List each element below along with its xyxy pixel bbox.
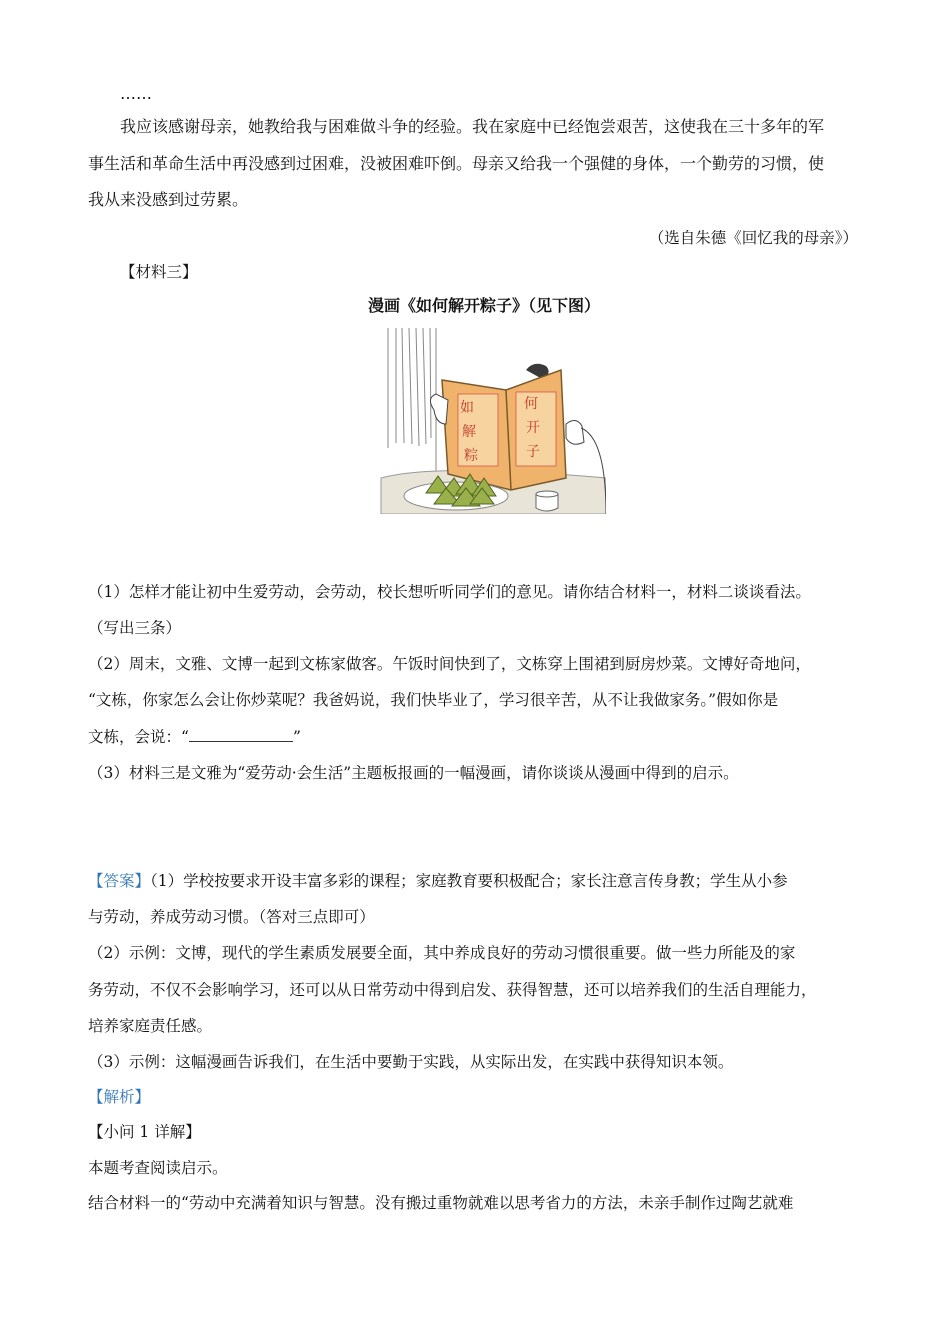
comic-book-char: 解 bbox=[462, 424, 476, 440]
passage-line: 我应该感谢母亲，她教给我与困难做斗争的经验。我在家庭中已经饱尝艰苦，这使我在三十多年的军 bbox=[120, 117, 825, 136]
comic-book-char: 如 bbox=[460, 400, 474, 416]
comic-book-char: 粽 bbox=[464, 448, 478, 464]
comic-illustration bbox=[376, 328, 606, 514]
comic-book-char: 子 bbox=[526, 444, 540, 460]
answer-line: 务劳动，不仅不会影响学习，还可以从日常劳动中得到启发、获得智慧，还可以培养我们的生活自理能力， bbox=[88, 981, 817, 999]
material3-heading: 【材料三】 bbox=[120, 263, 198, 281]
comic-title: 漫画《如何解开粽子》（见下图） bbox=[368, 296, 601, 315]
answer-tag: 【答案】 bbox=[88, 872, 151, 890]
answer-line: 与劳动，养成劳动习惯。（答对三点即可） bbox=[88, 908, 375, 926]
passage-line: 我从来没感到过劳累。 bbox=[88, 190, 249, 209]
question-3: （3）材料三是文雅为“爱劳动·会生活”主题板报画的一幅漫画，请你谈谈从漫画中得到的启示。 bbox=[88, 764, 739, 782]
comic-book-char: 何 bbox=[524, 396, 538, 412]
comic-book-char: 开 bbox=[526, 420, 540, 436]
answer-text: （1）学校按要求开设丰富多彩的课程；家庭教育要积极配合；家长注意言传身教；学生从小参 bbox=[150, 872, 788, 890]
answer-line: （2）示例：文博，现代的学生素质发展要全面，其中养成良好的劳动习惯很重要。做一些力所能及的家 bbox=[88, 944, 796, 962]
analysis-line: 结合材料一的“劳动中充满着知识与智慧。没有搬过重物就难以思考省力的方法，未亲手制作过陶艺就难 bbox=[88, 1194, 794, 1212]
passage-line: 事生活和革命生活中再没感到过困难，没被困难吓倒。母亲又给我一个强健的身体，一个勤劳的习惯，使 bbox=[88, 154, 825, 173]
question-2-suffix: ” bbox=[292, 728, 301, 746]
answer-line: （3）示例：这幅漫画告诉我们，在生活中要勤于实践，从实际出发，在实践中获得知识本领。 bbox=[88, 1053, 734, 1071]
analysis-line: 本题考查阅读启示。 bbox=[88, 1159, 228, 1177]
analysis-tag: 【解析】 bbox=[88, 1088, 151, 1106]
question-2: “文栋，你家怎么会让你炒菜呢？我爸妈说，我们快毕业了，学习很辛苦，从不让我做家务。”假如你是 bbox=[88, 691, 779, 709]
analysis-subheading: 【小问 1 详解】 bbox=[88, 1123, 201, 1141]
answer-blank[interactable] bbox=[189, 727, 293, 742]
question-1-note: （写出三条） bbox=[88, 619, 182, 637]
answer-line: 培养家庭责任感。 bbox=[88, 1017, 213, 1035]
question-2-answer-line bbox=[88, 727, 301, 747]
answer-line bbox=[88, 871, 788, 891]
question-1: （1）怎样才能让初中生爱劳动，会劳动，校长想听听同学们的意见。请你结合材料一，材料二谈谈看法。 bbox=[88, 583, 811, 601]
passage-source: （选自朱德《回忆我的母亲》） bbox=[648, 229, 858, 247]
ellipsis: …… bbox=[120, 84, 152, 103]
question-2: （2）周末，文雅、文博一起到文栋家做客。午饭时间快到了，文栋穿上围裙到厨房炒菜。文博好奇地问， bbox=[88, 655, 811, 673]
question-2-prefix: 文栋，会说：“ bbox=[88, 728, 189, 746]
